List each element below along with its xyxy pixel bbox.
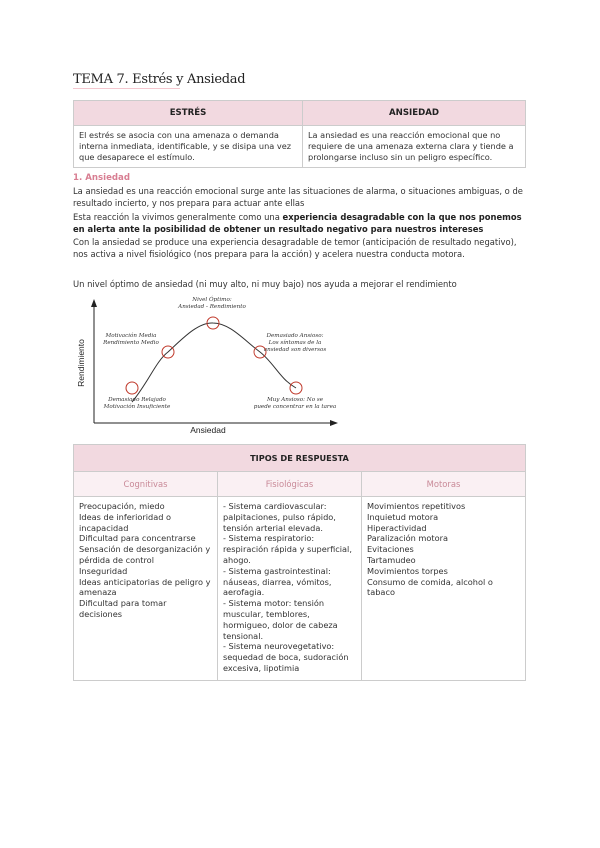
- list-item: Ideas de inferioridad o incapacidad: [79, 511, 172, 533]
- list-item: - Sistema motor: tensión muscular, temblores, hormigueo, dolor de cabeza tensional.: [223, 598, 338, 641]
- label-peak-line2: Ansiedad - Rendimiento: [178, 304, 246, 311]
- label-peak-line1: Nivel Óptimo:: [192, 297, 232, 303]
- title-underline: [73, 88, 180, 89]
- list-item: - Sistema neurovegetativo: sequedad de boca, sudoración excesiva, lipotimia: [223, 641, 349, 673]
- cognitivas-cell: [74, 497, 218, 681]
- label-mid-right-line1: Demasiado Ansioso:: [266, 333, 324, 339]
- y-axis-label: Rendimiento: [76, 339, 86, 387]
- list-item: Movimientos repetitivos: [367, 501, 466, 511]
- paragraph-2-text: Esta reacción la vivimos generalmente como una: [73, 212, 283, 222]
- list-item: Dificultad para tomar decisiones: [79, 598, 167, 619]
- label-mid-right: [260, 333, 330, 355]
- list-item: Movimientos torpes: [367, 565, 448, 576]
- header-ansiedad: ANSIEDAD: [303, 101, 526, 126]
- list-item: - Sistema respiratorio: respiración rápida y superficial, ahogo.: [223, 533, 352, 565]
- performance-curve-chart: [70, 295, 340, 440]
- paragraph-4: Un nivel óptimo de ansiedad (ni muy alto, ni muy bajo) nos ayuda a mejorar el rendimiento: [73, 279, 457, 289]
- label-low-line2: Motivación Insuficiente: [103, 404, 171, 411]
- response-types-table: [73, 444, 526, 681]
- paragraph-2-bold: experiencia desagradable con la que nos ponemos en alerta ante la posibilidad de obtener un resultado negativo para nuestros intereses: [73, 212, 522, 235]
- ansiedad-description: La ansiedad es una reacción emocional que no requiere de una amenaza externa clara y tiende a prolongarse incluso sin un peligro específico.: [303, 126, 526, 168]
- list-item: Preocupación, miedo: [79, 501, 165, 511]
- list-item: Tartamudeo: [367, 554, 416, 565]
- page-title: TEMA 7. Estrés y Ansiedad: [73, 72, 246, 87]
- list-item: - Sistema cardiovascular: palpitaciones, pulso rápido, tensión arterial elevada.: [223, 501, 336, 533]
- paragraph-3: Con la ansiedad se produce una experiencia desagradable de temor (anticipación de resultado negativo), nos activa a nivel fisiológico (nos prepara para la acción) y acelera nuestra conducta motora.: [73, 237, 517, 260]
- column-cognitivas: Cognitivas: [74, 472, 218, 497]
- label-low: [94, 397, 180, 411]
- label-high-line1: Muy Ansioso: No se: [266, 397, 324, 403]
- header-estres: ESTRÉS: [74, 101, 303, 126]
- list-item: Sensación de desorganización y pérdida de control: [79, 544, 211, 565]
- list-item: Hiperactividad: [367, 522, 427, 533]
- x-axis-label: Ansiedad: [190, 425, 226, 435]
- paragraph-1: La ansiedad es una reacción emocional surge ante las situaciones de alarma, o situaciones ambiguas, o de resultado incierto, y nos prepara para actuar ante ellas: [73, 186, 523, 209]
- response-types-title: TIPOS DE RESPUESTA: [74, 445, 526, 472]
- column-fisiologicas: Fisiológicas: [218, 472, 362, 497]
- paragraph-2: [73, 211, 528, 235]
- label-mid-right-line2: Los síntomas de la: [268, 340, 322, 347]
- list-item: - Sistema gastrointestinal: náuseas, diarrea, vómitos, aerofagia.: [223, 565, 332, 598]
- estres-description: El estrés se asocia con una amenaza o demanda interna inmediata, identificable, y se disipa una vez que desaparece el estímulo.: [74, 126, 303, 168]
- list-item: Paralización motora: [367, 533, 448, 544]
- list-item: Dificultad para concentrarse: [79, 533, 196, 544]
- y-axis-arrow: [91, 299, 97, 307]
- label-high-line2: puede concentrar en la tarea: [253, 404, 337, 411]
- label-mid-right-line3: ansiedad son diversos: [263, 347, 327, 354]
- label-mid-left-line2: Rendimiento Medio: [103, 340, 159, 347]
- label-low-line1: Demasiado Relajado: [108, 397, 166, 403]
- label-mid-left-line1: Motivación Media: [105, 333, 157, 339]
- stress-anxiety-table: [73, 100, 526, 168]
- list-item: Inquietud motora: [367, 511, 439, 522]
- section-heading: 1. Ansiedad: [73, 173, 130, 183]
- motoras-cell: [362, 497, 526, 681]
- column-motoras: Motoras: [362, 472, 526, 497]
- label-mid-left: [95, 333, 167, 347]
- x-axis-arrow: [330, 420, 338, 426]
- point-low: [126, 382, 138, 394]
- list-item: Evitaciones: [367, 544, 414, 555]
- label-high: [250, 397, 340, 411]
- list-item: Ideas anticipatorias de peligro y amenaza: [79, 576, 211, 598]
- fisiologicas-cell: [218, 497, 362, 681]
- label-peak: [172, 297, 252, 311]
- list-item: Consumo de comida, alcohol o tabaco: [367, 576, 493, 598]
- list-item: Inseguridad: [79, 565, 128, 576]
